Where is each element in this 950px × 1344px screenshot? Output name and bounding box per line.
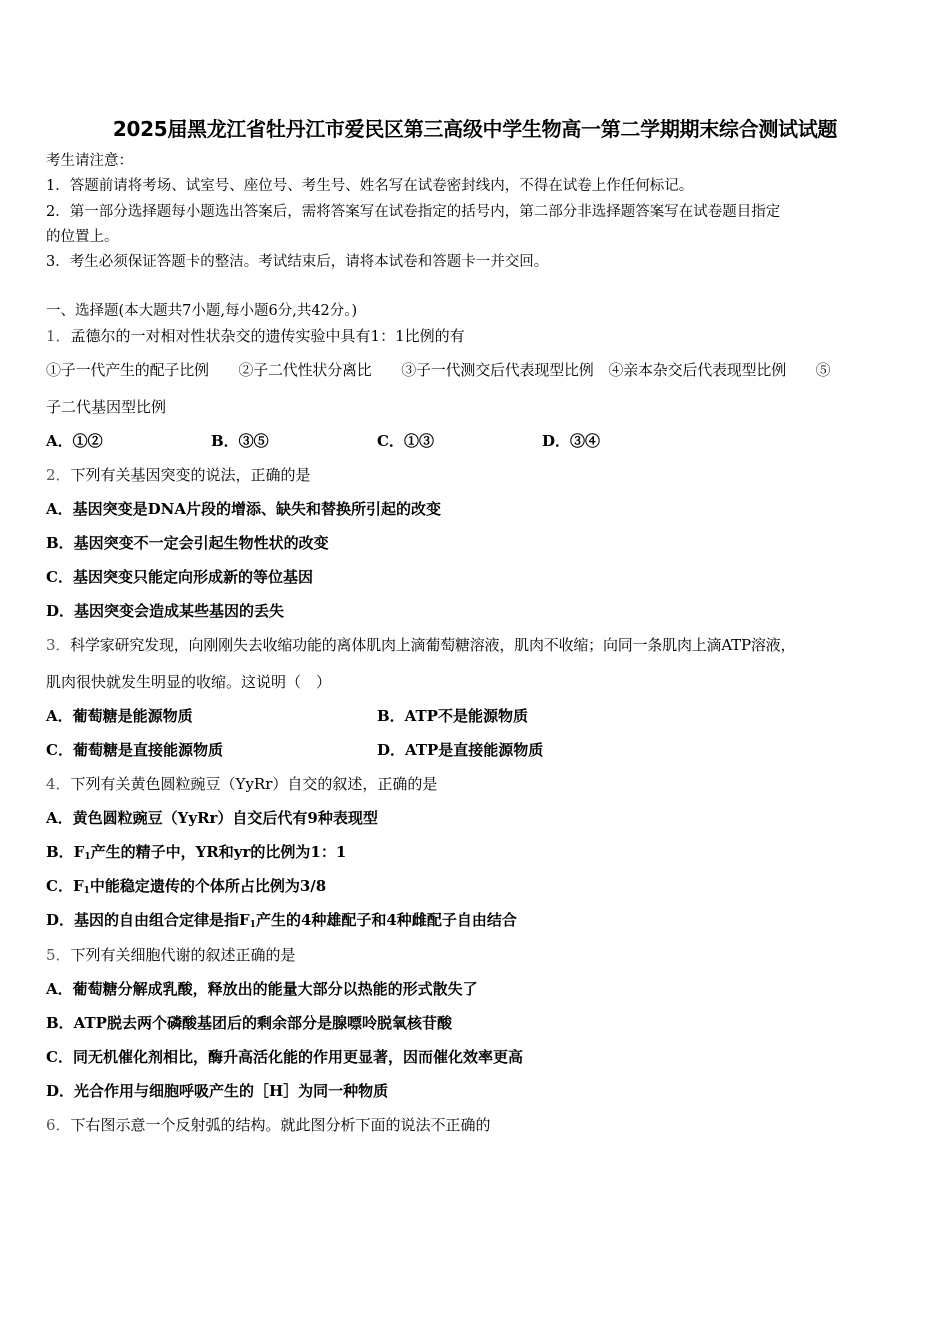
question-3-option-a: A．葡萄糖是能源物质: [46, 707, 193, 725]
option-text: B．F: [46, 843, 85, 861]
notice-item-1: 1．答题前请将考场、试室号、座位号、考生号、姓名写在试卷密封线内，不得在试卷上作任何标记。: [46, 178, 694, 194]
notice-item-3: 3．考生必须保证答题卡的整洁。考试结束后，请将本试卷和答题卡一并交回。: [46, 254, 549, 270]
question-1-option-b: B．③⑤: [211, 432, 269, 450]
question-text: 下右图示意一个反射弧的结构。就此图分析下面的说法不正确的: [70, 1116, 491, 1134]
question-1-items-line-1: ①子一代产生的配子比例 ②子二代性状分离比 ③子一代测交后代表现型比例 ④亲本杂交后代表现型比例 ⑤: [46, 361, 831, 379]
question-4-stem: [46, 774, 437, 794]
option-text: D．基因的自由组合定律是指F: [46, 911, 250, 929]
question-3-option-c: C．葡萄糖是直接能源物质: [46, 741, 223, 759]
question-number: 1．: [46, 327, 71, 345]
question-2-option-d: D．基因突变会造成某些基因的丢失: [46, 602, 285, 620]
question-3-option-d: D．ATP是直接能源物质: [377, 741, 544, 759]
question-1-stem: [46, 326, 465, 346]
question-6-stem: [46, 1115, 491, 1135]
notice-item-2-line-1: 2．第一部分选择题每小题选出答案后，需将答案写在试卷指定的括号内，第二部分非选择题答案写在试卷题目指定: [46, 204, 781, 220]
subscript: 1: [249, 920, 256, 930]
question-3-option-b: B．ATP不是能源物质: [377, 707, 528, 725]
question-2-stem: [46, 465, 311, 485]
question-1-items-line-2: 子二代基因型比例: [46, 398, 167, 416]
question-5-stem: [46, 945, 296, 965]
question-text: 科学家研究发现，向刚刚失去收缩功能的离体肌肉上滴葡萄糖溶液，肌肉不收缩；向同一条肌肉上滴ATP溶液，: [70, 636, 796, 654]
question-4-option-a: A．黄色圆粒豌豆（YyRr）自交后代有9种表现型: [46, 809, 378, 827]
option-text: 产生的精子中，YR和yr的比例为1：1: [90, 843, 347, 861]
question-2-option-c: C．基因突变只能定向形成新的等位基因: [46, 568, 313, 586]
question-2-option-a: A．基因突变是DNA片段的增添、缺失和替换所引起的改变: [46, 500, 441, 518]
question-4-option-c: [46, 876, 326, 901]
question-number: 5．: [46, 946, 71, 964]
subscript: 1: [84, 852, 91, 862]
question-1-option-d: D．③④: [542, 432, 601, 450]
question-3-stem-line-2: 肌肉很快就发生明显的收缩。这说明（ ）: [46, 673, 332, 691]
question-5-option-b: B．ATP脱去两个磷酸基团后的剩余部分是腺嘌呤脱氧核苷酸: [46, 1014, 452, 1032]
question-4-option-d: [46, 910, 517, 935]
question-2-option-b: B．基因突变不一定会引起生物性状的改变: [46, 534, 329, 552]
page-title: 2025届黑龙江省牡丹江市爱民区第三高级中学生物高一第二学期期末综合测试试题: [112, 117, 838, 141]
question-4-option-b: [46, 842, 346, 867]
option-text: C．F: [46, 877, 84, 895]
question-text: 下列有关细胞代谢的叙述正确的是: [70, 946, 296, 964]
notice-heading: 考生请注意：: [46, 153, 133, 169]
question-text: 孟德尔的一对相对性状杂交的遗传实验中具有1：1比例的有: [70, 327, 465, 345]
notice-item-2-line-2: 的位置上。: [46, 229, 119, 245]
question-text: 下列有关黄色圆粒豌豆（YyRr）自交的叙述，正确的是: [70, 775, 438, 793]
question-5-option-a: A．葡萄糖分解成乳酸，释放出的能量大部分以热能的形式散失了: [46, 980, 478, 998]
option-text: 产生的4种雄配子和4种雌配子自由结合: [255, 911, 517, 929]
section-heading: 一、选择题(本大题共7小题,每小题6分,共42分。): [46, 303, 358, 319]
question-number: 2．: [46, 466, 71, 484]
question-1-option-c: C．①③: [377, 432, 434, 450]
question-number: 6．: [46, 1116, 71, 1134]
question-1-option-a: A．①②: [46, 432, 103, 450]
question-number: 4．: [46, 775, 71, 793]
question-5-option-d: D．光合作用与细胞呼吸产生的［H］为同一种物质: [46, 1082, 389, 1100]
question-text: 下列有关基因突变的说法，正确的是: [70, 466, 311, 484]
question-3-stem-line-1: [46, 635, 795, 655]
option-text: 中能稳定遗传的个体所占比例为3/8: [89, 877, 327, 895]
subscript: 1: [83, 886, 90, 896]
question-5-option-c: C．同无机催化剂相比，酶升高活化能的作用更显著，因而催化效率更高: [46, 1048, 523, 1066]
question-number: 3．: [46, 636, 71, 654]
